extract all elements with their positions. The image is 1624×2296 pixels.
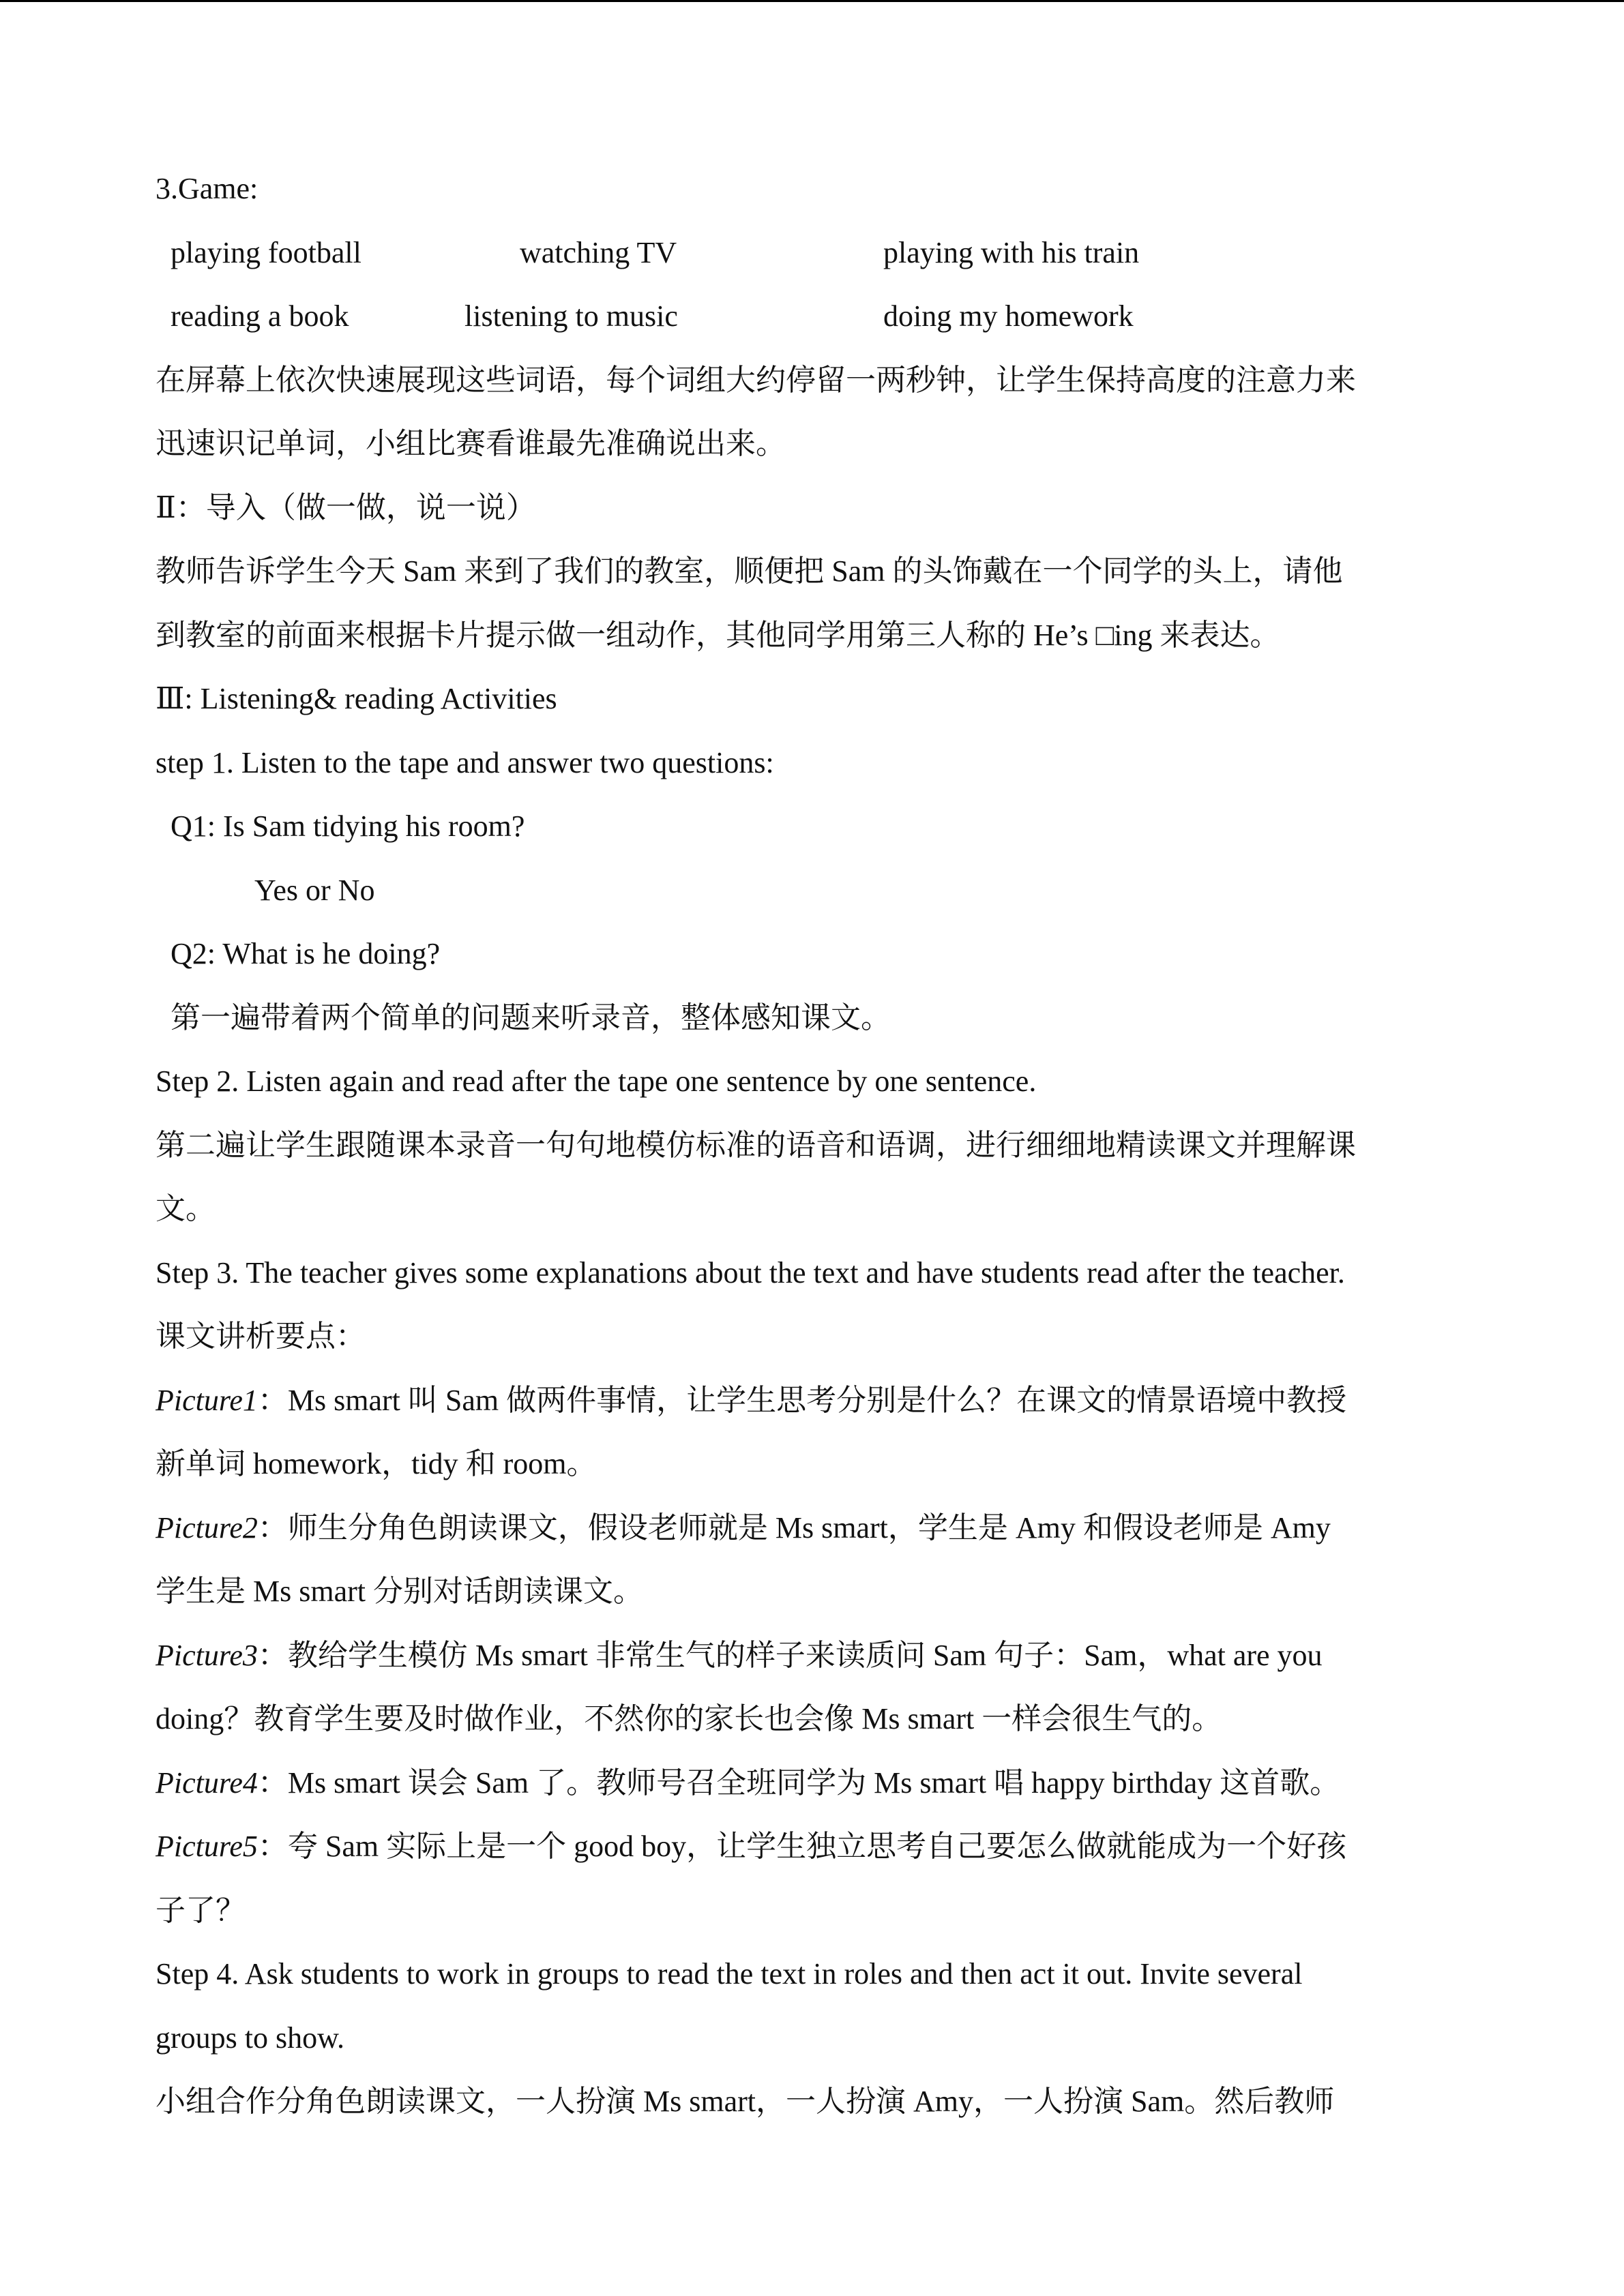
phrase-row-2 xyxy=(156,284,1472,348)
picture-5-line-1 xyxy=(156,1815,1472,1879)
step-1: step 1. Listen to the tape and answer two questions: xyxy=(156,745,774,779)
picture-4-label: Picture4 xyxy=(156,1765,258,1800)
step-2: Step 2. Listen again and read after the tape one sentence by one sentence. xyxy=(156,1064,1037,1098)
section-2-heading: Ⅱ：导入（做一做，说一说） xyxy=(156,490,536,524)
phrase-row-1 xyxy=(156,221,1472,285)
picture-5-text: ：夸 Sam 实际上是一个 good boy，让学生独立思考自己要怎么做就能成为一个好孩 xyxy=(257,1830,1347,1863)
question-1-answer: Yes or No xyxy=(254,873,375,907)
picture-3-text: ：教给学生模仿 Ms smart 非常生气的样子来读质问 Sam 句子：Sam，what are you xyxy=(257,1638,1323,1672)
picture-3-label: Picture3 xyxy=(156,1638,258,1672)
game-description-line-1: 在屏幕上依次快速展现这些词语，每个词组大约停留一两秒钟，让学生保持高度的注意力来 xyxy=(156,363,1356,397)
step-2-note-line-2: 文。 xyxy=(156,1192,216,1225)
section-2-description-line-2: 到教室的前面来根据卡片提示做一组动作，其他同学用第三人称的 He’s □ing 来表达。 xyxy=(156,618,1280,652)
document-page xyxy=(156,157,1472,2134)
picture-2-text: ：师生分角色朗读课文，假设老师就是 Ms smart，学生是 Amy 和假设老师是 Amy xyxy=(257,1510,1331,1545)
picture-4-text: ：Ms smart 误会 Sam 了。教师号召全班同学为 Ms smart 唱 happy birthday 这首歌。 xyxy=(257,1765,1340,1800)
picture-3-line-1 xyxy=(156,1624,1472,1688)
picture-2-line-2: 学生是 Ms smart 分别对话朗读课文。 xyxy=(156,1575,643,1608)
game-title: 3.Game: xyxy=(156,172,259,205)
phrase-reading-a-book: reading a book xyxy=(171,299,349,333)
picture-5-label: Picture5 xyxy=(156,1830,258,1863)
top-border-line xyxy=(0,0,1624,2)
game-description-line-2: 迅速识记单词，小组比赛看谁最先准确说出来。 xyxy=(156,427,786,460)
question-2: Q2: What is he doing? xyxy=(171,937,441,970)
step-3: Step 3. The teacher gives some explanations about the text and have students read after the teacher. xyxy=(156,1255,1345,1289)
question-1: Q1: Is Sam tidying his room? xyxy=(171,809,525,843)
step-4-line-1: Step 4. Ask students to work in groups to read the text in roles and then act it out. Invite several xyxy=(156,1957,1303,1991)
picture-1-line-2: 新单词 homework，tidy 和 room。 xyxy=(156,1447,597,1480)
picture-4-line-1 xyxy=(156,1751,1472,1815)
step-4-line-2: groups to show. xyxy=(156,2021,345,2055)
picture-1-label: Picture1 xyxy=(156,1383,258,1417)
picture-1-line-1 xyxy=(156,1369,1472,1433)
picture-1-text: ：Ms smart 叫 Sam 做两件事情，让学生思考分别是什么？在课文的情景语境中教授 xyxy=(257,1383,1347,1417)
phrase-listening-to-music: listening to music xyxy=(464,299,678,333)
phrase-watching-tv: watching TV xyxy=(520,235,677,269)
picture-3-line-2: doing？教育学生要及时做作业，不然你的家长也会像 Ms smart 一样会很生气的。 xyxy=(156,1702,1222,1735)
step-3-note: 课文讲析要点： xyxy=(156,1320,366,1353)
section-2-description-line-1: 教师告诉学生今天 Sam 来到了我们的教室，顺便把 Sam 的头饰戴在一个同学的头上，请他 xyxy=(156,554,1343,588)
phrase-doing-homework: doing my homework xyxy=(883,299,1134,333)
step-2-note-line-1: 第二遍让学生跟随课本录音一句句地模仿标准的语音和语调，进行细细地精读课文并理解课 xyxy=(156,1128,1356,1162)
picture-5-line-2: 子了？ xyxy=(156,1893,246,1927)
step-4-note: 小组合作分角色朗读课文，一人扮演 Ms smart，一人扮演 Amy，一人扮演 Sam。然后教师 xyxy=(156,2085,1335,2118)
phrase-playing-with-train: playing with his train xyxy=(883,235,1140,269)
step-1-note: 第一遍带着两个简单的问题来听录音，整体感知课文。 xyxy=(171,1000,891,1034)
picture-2-line-1 xyxy=(156,1496,1472,1560)
phrase-playing-football: playing football xyxy=(171,235,361,269)
picture-2-label: Picture2 xyxy=(156,1510,258,1545)
section-3-heading: Ⅲ: Listening& reading Activities xyxy=(156,682,557,715)
